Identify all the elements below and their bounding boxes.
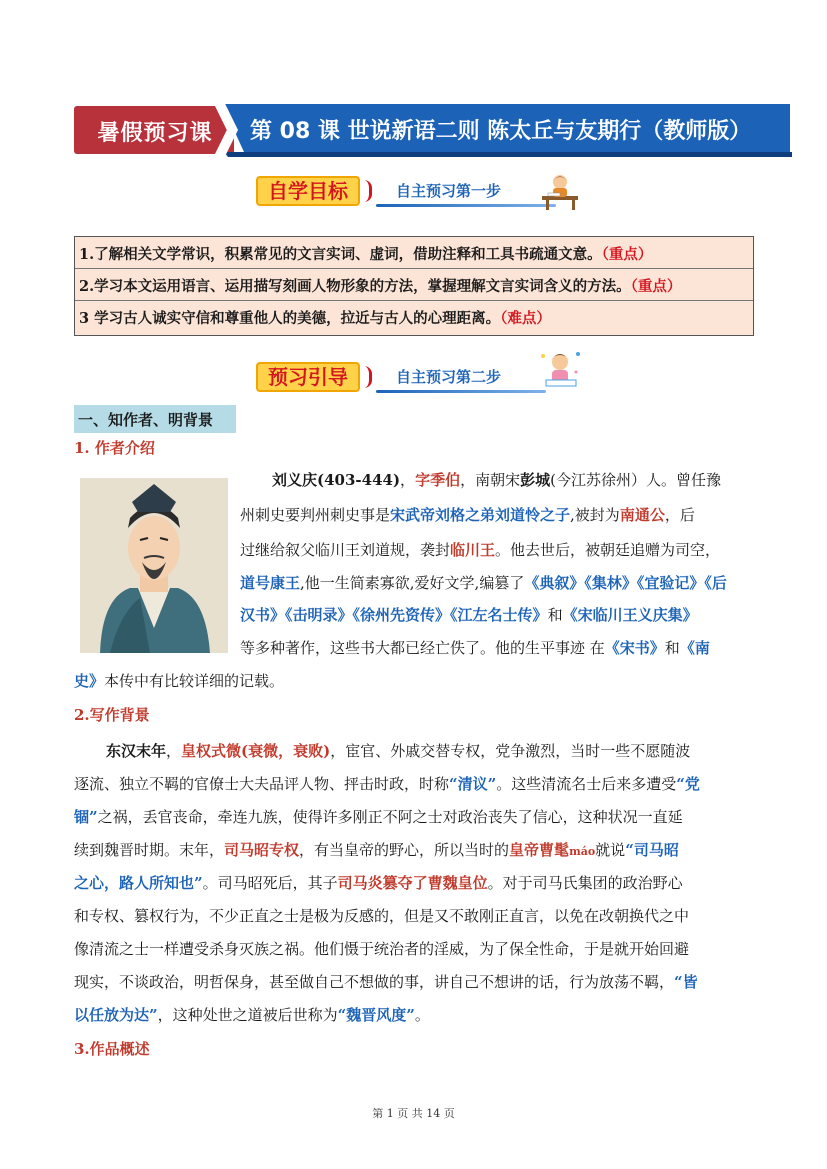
text: 就说 (595, 841, 626, 859)
background-heading: 2.写作背景 (74, 706, 150, 724)
text: (今江苏徐州）人。曾任豫 (550, 471, 721, 489)
text: 现实，不谈政治，明哲保身，甚至做自己不想做的事，讲自己不想讲的话，行为放荡不羁， (74, 973, 675, 991)
goal-text: 2.学习本文运用语言、运用描写刻画人物形象的方法，掌握理解文言实词含义的方法。 (79, 278, 631, 295)
text: ，有当皇帝的野心，所以当时的 (299, 841, 510, 859)
goal-row (75, 269, 753, 301)
highlight-blue: “皆 (674, 973, 698, 991)
banner-shadow (224, 152, 792, 157)
text: 和 (547, 606, 563, 624)
highlight-blue: 以任放为达” (74, 1006, 158, 1024)
badge-hook (364, 180, 372, 202)
highlight-red: 字季伯 (415, 471, 461, 489)
author-line (240, 604, 698, 625)
text: ，后 (664, 506, 695, 524)
highlight-blue: “党 (676, 775, 700, 793)
goal-tag: （重点） (630, 278, 682, 295)
text-bold: 东汉末年 (106, 742, 167, 760)
text: ，南朝宋 (460, 471, 521, 489)
banner-left-label: 暑假预习课 (97, 121, 213, 146)
badge-sub: 自主预习第一步 (396, 182, 502, 200)
highlight-blue: “司马昭 (625, 841, 679, 859)
text: 过继给叙父临川王刘道规，袭封 (240, 541, 451, 559)
highlight-blue: 之心，路人所知也” (74, 874, 203, 892)
text: 逐流、独立不羁的官僚士大夫品评人物、抨击时政，时称 (74, 775, 450, 793)
background-line (74, 1004, 430, 1025)
author-heading: 1. 作者介绍 (74, 439, 155, 457)
text: ， (400, 471, 416, 489)
section-badge-self-study (256, 172, 586, 212)
highlight-red: 皇权式微(衰微，衰败) (181, 742, 331, 760)
highlight-blue: 《后 (704, 574, 727, 592)
goal-row (75, 237, 753, 269)
text: 和 (664, 639, 680, 657)
background-line (74, 872, 683, 893)
background-line (74, 806, 683, 827)
section-heading: 一、知作者、明背景 (74, 405, 236, 433)
badge-label: 自学目标 (256, 176, 360, 206)
highlight-blue: 《徐州先资传》 (352, 606, 451, 624)
badge-hook (364, 366, 372, 388)
background-line (106, 740, 690, 761)
title-banner (74, 104, 792, 158)
background-line: 像清流之士一样遭受杀身灭族之祸。他们慑于统治者的淫威，为了保全性命，于是就开始回避 (74, 940, 690, 958)
highlight-red: 司马炎篡夺了曹魏皇位 (337, 874, 488, 892)
text: ,他一生简素寡欲,爱好文学,编篡了 (300, 574, 525, 592)
author-line (74, 670, 284, 691)
background-line (74, 839, 679, 860)
text-bold: 彭城 (520, 471, 551, 489)
highlight-blue: 道号康王 (240, 574, 301, 592)
highlight-red: 南通公 (619, 506, 665, 524)
highlight-blue: “清议” (449, 775, 497, 793)
badge-underline (376, 204, 556, 207)
background-line (74, 773, 700, 794)
background-line: 和专权、篡权行为，不少正直之士是极为反感的，但是又不敢刚正直言，以免在改朝换代之中 (74, 907, 690, 925)
text: 。对于司马氏集团的政治野心 (487, 874, 683, 892)
highlight-blue: 《南 (679, 639, 710, 657)
badge-label: 预习引导 (256, 362, 360, 392)
liu-yiqing-portrait (80, 478, 228, 653)
highlight-red: 司马昭专权 (224, 841, 300, 859)
goal-text: 1.了解相关文学常识，积累常见的文言实词、虚词，借助注释和工具书疏通文意。 (79, 246, 602, 263)
author-line (240, 539, 720, 560)
highlight-blue: 《宋书》 (604, 639, 665, 657)
text: 。司马昭死后，其子 (202, 874, 338, 892)
text: ，这种处世之道被后世称为 (157, 1006, 338, 1024)
overview-heading: 3.作品概述 (74, 1040, 150, 1058)
badge-sub: 自主预习第二步 (396, 368, 502, 386)
student-reading-icon (538, 348, 584, 398)
highlight-blue: “魏晋风度” (337, 1006, 415, 1024)
learning-goals-table (74, 236, 754, 336)
section-badge-preview-guide (256, 358, 586, 398)
background-line (74, 971, 698, 992)
highlight-blue: 《宋临川王义庆集》 (562, 606, 698, 624)
highlight-red: 临川王 (450, 541, 496, 559)
highlight-blue: 《宜验记》 (636, 574, 705, 592)
student-at-desk-icon (538, 172, 584, 212)
goal-text: 3 学习古人诚实守信和尊重他人的美德，拉近与古人的心理距离。 (79, 310, 501, 327)
author-line (240, 504, 695, 525)
goal-tag: （重点） (601, 246, 653, 263)
author-name: 刘义庆(403-444) (272, 471, 401, 489)
author-line (240, 572, 727, 593)
pinyin: máo (569, 845, 596, 858)
highlight-blue: 宋武帝刘格之弟刘道怜之子 (390, 506, 571, 524)
text: ， (166, 742, 182, 760)
text: 。这些清流名士后来多遭受 (496, 775, 677, 793)
text: 本传中有比较详细的记载。 (104, 672, 285, 690)
author-line (272, 469, 721, 490)
highlight-red: 皇帝曹髦 (509, 841, 570, 859)
highlight-blue: 汉书》 (240, 606, 286, 624)
text: 之祸，丢官丧命，牵连九族，使得许多刚正不阿之士对政治丧失了信心，这种状况一直延 (97, 808, 683, 826)
text: ,被封为 (570, 506, 620, 524)
badge-underline (376, 390, 546, 393)
author-line (240, 637, 710, 658)
highlight-blue: 《集林》 (584, 574, 637, 592)
text: 州刺史要判州刺史事是 (240, 506, 391, 524)
text: 续到魏晋时期。末年， (74, 841, 225, 859)
highlight-blue: 史》 (74, 672, 105, 690)
text: ，宦官、外戚交替专权，党争激烈，当时一些不愿随波 (330, 742, 691, 760)
highlight-blue: 锢” (74, 808, 98, 826)
highlight-blue: 《典叙》 (524, 574, 585, 592)
page-title: 第 08 课 世说新语二则 陈太丘与友期行（教师版） (250, 119, 752, 144)
goal-row (75, 301, 753, 335)
highlight-blue: 《江左名士传》 (450, 606, 548, 624)
page-footer: 第 1 页 共 14 页 (372, 1107, 455, 1120)
goal-tag: （难点） (500, 310, 551, 327)
text: 。 (414, 1006, 430, 1024)
text: 。他去世后，被朝廷追赠为司空， (495, 541, 721, 559)
text: 等多种著作，这些书大都已经亡佚了。他的生平事迹 在 (240, 639, 605, 657)
highlight-blue: 《击明录》 (285, 606, 353, 624)
